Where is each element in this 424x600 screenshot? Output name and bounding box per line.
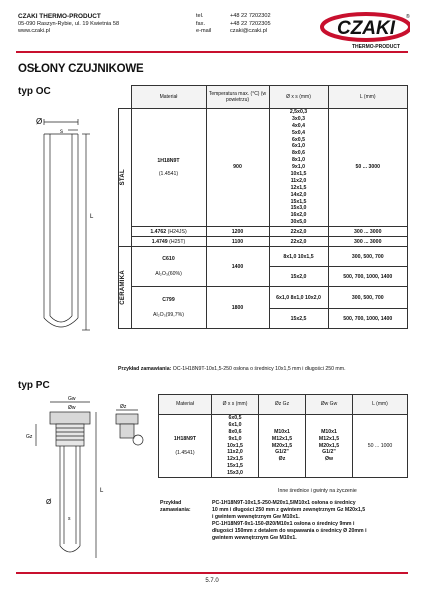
list-item: 30x5,0 xyxy=(290,219,307,226)
pc-table: Materiał Ø x s (mm) Øz Gz Øw Gw L (mm) 1H18N9T (1.4541) 6x0,5 6x1,0 8x0,6 9x1,0 10x1,5 11x2,0 12x1,5 15x1,5 15x3,0 M10x1 M12x1,5 M20x1,5 G1/2" Øz M10x1 M12x1,5 M20x1,5 G1/2" Øw 50 ... 1000 xyxy=(158,394,408,478)
company-address: 05-090 Raszyn-Rybie, ul. 19 Kwietnia 58 xyxy=(18,20,120,27)
pc-drawing xyxy=(20,396,152,564)
list-item: 5x0,4 xyxy=(292,129,305,136)
list-item: 11x2,0 xyxy=(227,449,243,456)
header-divider xyxy=(16,51,408,53)
list-item: 9x1,0 xyxy=(228,435,242,442)
pc-example-lines xyxy=(212,500,367,542)
contact-tel: tel. +48 22 7202302 xyxy=(196,13,271,19)
list-item: 6x0,5 xyxy=(292,136,305,143)
pc-gz-list xyxy=(259,415,306,478)
page-number: 5.7.0 xyxy=(205,578,219,584)
list-item: 9x1,0 xyxy=(292,164,305,171)
oc-table: Materiał Temperatura max. (°C) (w powietrzu) Ø x s (mm) L (mm) STAL 1H18N9T (1.4541) 900 2,5x0,3 3x0,3 4x0,4 5x0,4 6x0,5 6x1,0 8x0,6 8x1,0 9x1,0 10x1,5 11x2,0 12x1,5 14x2,0 15x1,5 15x3,0 16x2,0 30x5,0 50 ... 3000 1.4762 (H24JS) 1200 22x2,0 300 ... 3000 1.4749 (H25T) 1100 22x2,0 300 ... 3000 CERAMIKA C610 Al₂O₃(60%) 1400 8x1,0 10x1,5 300, 500, 700 15x2,0 500, 700, 1000, 1400 C799 Al₂O₃(99,7%) 1800 6x1,0 8x1,0 10x2,0 300, 500, 700 15x2,5 500, 700, 1000, 1400 xyxy=(118,85,408,329)
pc-subtitle: typ PC xyxy=(18,380,50,391)
oc-example: Przykład zamawiania: OC-1H18N9T-10x1,5-250 osłona o średnicy 10x1,5 mm i długości 250 mm. xyxy=(118,366,346,372)
list-item: 8x1,0 xyxy=(292,157,305,164)
group-stal: STAL xyxy=(120,169,126,186)
svg-text:Ø: Ø xyxy=(46,499,52,506)
list-item: 15x1,5 xyxy=(290,198,307,205)
example-line: i gwintem wewnętrznym Gw M10x1. xyxy=(212,514,300,520)
pc-note: Inne średnice i gwinty na życzenie xyxy=(278,488,357,494)
contact-email: e-mail czaki@czaki.pl xyxy=(196,28,268,35)
svg-text:Øz: Øz xyxy=(120,404,127,410)
oc-subtitle: typ OC xyxy=(18,86,51,97)
contact-block xyxy=(196,13,271,36)
list-item: 15x3,0 xyxy=(227,470,243,477)
list-item: 12x1,5 xyxy=(227,456,243,463)
oc-drawing xyxy=(20,108,102,340)
svg-text:®: ® xyxy=(406,14,410,20)
list-item: M10x1 xyxy=(321,428,337,435)
list-item: 8x0,6 xyxy=(228,428,242,435)
svg-text:Gz: Gz xyxy=(26,434,33,440)
contact-fax: fax. +48 22 7202305 xyxy=(196,20,271,27)
svg-text:s: s xyxy=(60,129,63,135)
list-item: G1/2" xyxy=(275,449,289,456)
list-item: 10x1,5 xyxy=(290,171,307,178)
list-item: 15x1,5 xyxy=(227,463,243,470)
czaki-logo xyxy=(318,10,410,50)
list-item: 2,5x0,3 xyxy=(289,109,308,115)
list-item: 3x0,3 xyxy=(292,115,305,122)
example-line: długości 150mm z detalem do wspawania o średnicy Ø 20mm i xyxy=(212,528,367,534)
list-item: G1/2" xyxy=(322,449,336,456)
pc-gw-list xyxy=(306,415,353,478)
company-name: CZAKI THERMO-PRODUCT xyxy=(18,13,101,20)
list-item: 6x0,5 xyxy=(228,415,242,421)
svg-text:L: L xyxy=(90,214,94,220)
list-item: 6x1,0 xyxy=(292,143,305,150)
company-website[interactable]: www.czaki.pl xyxy=(18,28,51,35)
list-item: M12x1,5 xyxy=(318,435,340,442)
page-title: OSŁONY CZUJNIKOWE xyxy=(18,63,144,75)
svg-text:s: s xyxy=(68,516,71,522)
company-block xyxy=(18,13,119,36)
group-ceramika: CERAMIKA xyxy=(120,270,126,305)
list-item: 6x1,0 xyxy=(228,421,242,428)
list-item: 8x0,6 xyxy=(292,150,305,157)
list-item: M20x1,5 xyxy=(318,442,340,449)
svg-text:Øw: Øw xyxy=(68,405,76,411)
footer-divider xyxy=(16,572,408,574)
list-item: M12x1,5 xyxy=(271,435,293,442)
example-line: PC-1H18N9T-9x1-150-Ø20/M10x1 osłona o średnicy 9mm i xyxy=(212,521,355,527)
svg-text:Ø: Ø xyxy=(36,117,43,126)
svg-text:CZAKI: CZAKI xyxy=(336,18,396,39)
list-item: 16x2,0 xyxy=(290,212,307,219)
svg-text:THERMO-PRODUCT: THERMO-PRODUCT xyxy=(351,44,401,50)
list-item: 12x1,5 xyxy=(290,184,307,191)
pc-example: Przykład zamawiania: PC-1H18N9T-10x1,5-250-M20x1,5/M10x1 osłona o średnicy 10 mm i długości 250 mm z gwintem zewnętrznym Gz M20x1,5 i gwintem wewnętrznym Gw M10x1. PC-1H18N9T-9x1-150-Ø20/M10x1 osłona o średnicy 9mm i długości 150mm z detalem do wspawania o średnicy Ø 20mm i gwintem wewnętrznym Gw M10x1. xyxy=(160,500,367,541)
list-item: Øz xyxy=(278,456,286,463)
pc-dims-list xyxy=(212,415,259,478)
list-item: M20x1,5 xyxy=(271,442,293,449)
list-item: Øw xyxy=(324,456,334,463)
list-item: 15x3,0 xyxy=(290,205,307,212)
oc-dims-list xyxy=(269,109,328,227)
list-item: 10x1,5 xyxy=(227,442,243,449)
example-line: 10 mm i długości 250 mm z gwintem zewnętrznym Gz M20x1,5 xyxy=(212,507,366,513)
example-line: gwintem wewnętrznym Gw M10x1. xyxy=(212,535,297,541)
list-item: M10x1 xyxy=(274,428,290,435)
svg-text:Gw: Gw xyxy=(68,396,76,402)
example-line: PC-1H18N9T-10x1,5-250-M20x1,5/M10x1 osłona o średnicy xyxy=(212,500,356,506)
svg-text:L: L xyxy=(100,488,104,494)
list-item: 11x2,0 xyxy=(290,177,307,184)
list-item: 4x0,4 xyxy=(292,122,305,129)
list-item: 14x2,0 xyxy=(290,191,307,198)
